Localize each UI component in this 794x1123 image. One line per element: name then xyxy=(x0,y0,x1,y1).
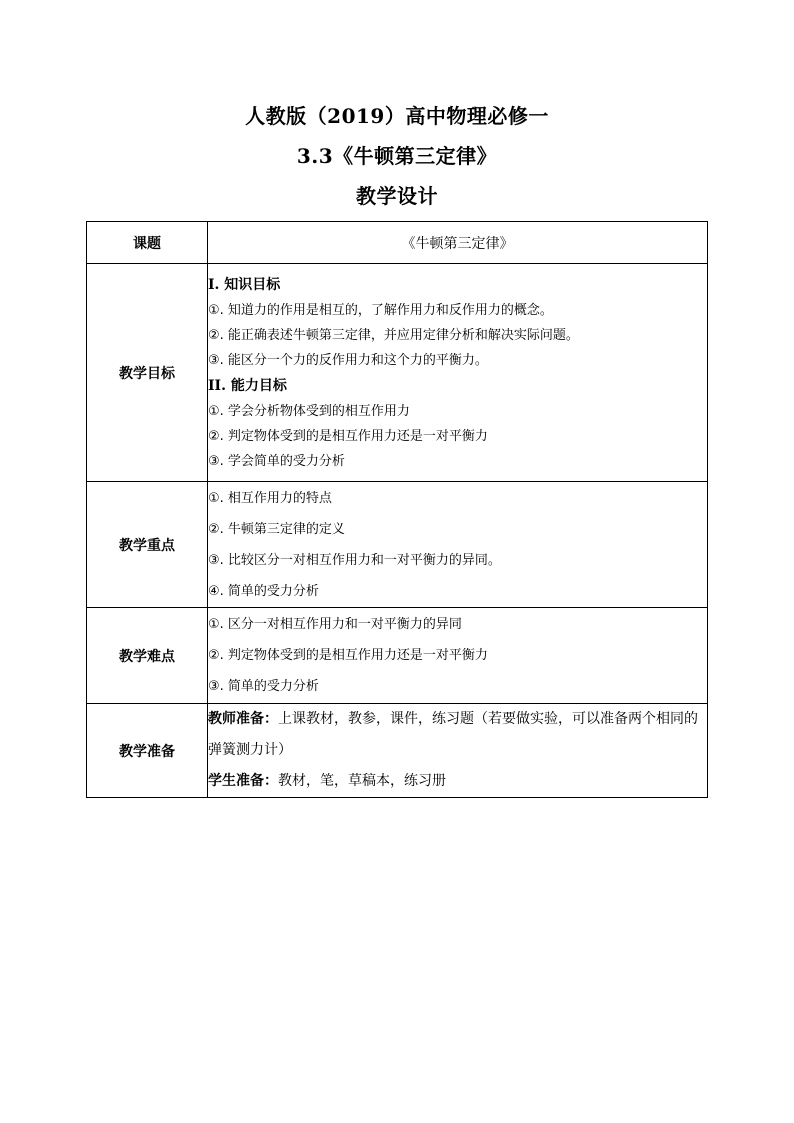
preparation-label: 教学准备 xyxy=(87,704,208,798)
difficulties-content xyxy=(208,608,708,704)
difficulty-item: ③. 简单的受力分析 xyxy=(208,679,319,694)
lesson-plan-table xyxy=(86,221,708,798)
key-point-item: ④. 简单的受力分析 xyxy=(208,583,319,599)
ability-item: ①. 学会分析物体受到的相互作用力 xyxy=(208,403,410,419)
key-point-item: ③. 比较区分一对相互作用力和一对平衡力的异同。 xyxy=(208,552,501,568)
topic-row xyxy=(87,222,708,264)
objectives-content xyxy=(208,264,708,482)
knowledge-heading: I. 知识目标 xyxy=(208,276,281,293)
difficulty-item: ①. 区分一对相互作用力和一对平衡力的异同 xyxy=(208,617,462,632)
key-points-label: 教学重点 xyxy=(87,482,208,608)
key-point-item: ②. 牛顿第三定律的定义 xyxy=(208,521,345,537)
difficulties-label: 教学难点 xyxy=(87,608,208,704)
student-preparation-label: 学生准备： xyxy=(208,773,278,789)
objectives-row xyxy=(87,264,708,482)
ability-item: ③. 学会简单的受力分析 xyxy=(208,453,345,469)
title-line-3: 教学设计 xyxy=(356,184,438,208)
ability-item: ②. 判定物体受到的是相互作用力还是一对平衡力 xyxy=(208,428,488,444)
title-line-2: 3.3《牛顿第三定律》 xyxy=(296,144,498,168)
preparation-content xyxy=(208,704,708,798)
knowledge-item: ②. 能正确表述牛顿第三定律，并应用定律分析和解决实际问题。 xyxy=(208,327,579,343)
key-point-item: ①. 相互作用力的特点 xyxy=(208,490,332,506)
document-title xyxy=(0,101,794,221)
teacher-preparation-text: 上课教材，教参，课件，练习题（若要做实验，可以准备两个相同的弹簧测力计） xyxy=(208,711,698,758)
preparation-row xyxy=(87,704,708,798)
teacher-preparation xyxy=(208,704,707,766)
student-preparation-text: 教材，笔，草稿本，练习册 xyxy=(278,773,446,789)
student-preparation xyxy=(208,766,707,797)
topic-label: 课题 xyxy=(87,222,208,264)
key-points-content xyxy=(208,482,708,608)
topic-value: 《牛顿第三定律》 xyxy=(208,222,708,264)
ability-heading: II. 能力目标 xyxy=(208,377,287,394)
title-line-1: 人教版（2019）高中物理必修一 xyxy=(245,104,549,128)
teacher-preparation-label: 教师准备： xyxy=(208,711,278,727)
knowledge-item: ①. 知道力的作用是相互的，了解作用力和反作用力的概念。 xyxy=(208,302,553,318)
knowledge-item: ③. 能区分一个力的反作用力和这个力的平衡力。 xyxy=(208,352,488,368)
difficulties-row xyxy=(87,608,708,704)
key-points-row xyxy=(87,482,708,608)
objectives-label: 教学目标 xyxy=(87,264,208,482)
difficulty-item: ②. 判定物体受到的是相互作用力还是一对平衡力 xyxy=(208,648,488,663)
